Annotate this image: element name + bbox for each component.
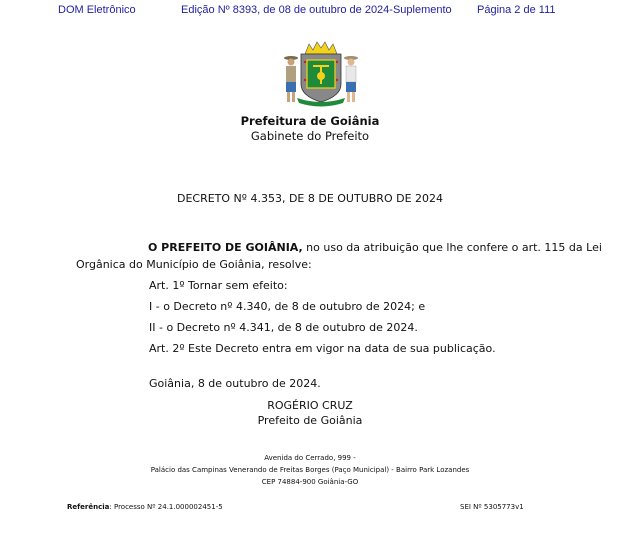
coat-of-arms-icon: [279, 40, 363, 108]
crown: [305, 42, 337, 54]
address-line-3: CEP 74884-900 Goiânia-GO: [261, 478, 359, 486]
header-page-number: Página 2 de 111: [477, 4, 556, 16]
item-ii: II - o Decreto nº 4.341, de 8 de outubro de 2024.: [149, 321, 418, 334]
header-edition: Edição Nº 8393, de 08 de outubro de 2024-Suplemento: [181, 4, 452, 16]
signer-name: ROGÉRIO CRUZ: [267, 399, 353, 412]
address-line-2: Palácio das Campinas Venerando de Freitas Borges (Paço Municipal) - Bairro Park Lozandes: [150, 466, 470, 474]
place-date: Goiânia, 8 de outubro de 2024.: [149, 377, 321, 390]
reference: [67, 503, 223, 511]
left-figure: [284, 56, 298, 102]
header-publication: DOM Eletrônico: [58, 4, 136, 16]
org-name: Prefeitura de Goiânia: [240, 114, 380, 128]
preamble-text: no uso da atribuição que lhe confere o art. 115 da Lei: [302, 241, 602, 254]
signer-title: Prefeito de Goiânia: [257, 414, 363, 427]
org-unit: Gabinete do Prefeito: [250, 129, 370, 143]
reference-value: : Processo Nº 24.1.000002451-5: [109, 503, 223, 511]
reference-label: Referência: [67, 503, 110, 511]
article-2: Art. 2º Este Decreto entra em vigor na data de sua publicação.: [149, 342, 496, 355]
decree-preamble-line2: Orgânica do Município de Goiânia, resolve:: [76, 258, 312, 271]
sei-number: SEI Nº 5305773v1: [460, 503, 524, 511]
article-1: Art. 1º Tornar sem efeito:: [149, 279, 288, 292]
right-figure: [344, 56, 358, 102]
item-i: I - o Decreto nº 4.340, de 8 de outubro de 2024; e: [149, 300, 426, 313]
decree-title: DECRETO Nº 4.353, DE 8 DE OUTUBRO DE 2024: [176, 192, 444, 205]
preamble-authority: O PREFEITO DE GOIÂNIA,: [148, 241, 303, 254]
decree-preamble: [148, 241, 602, 254]
address-line-1: Avenida do Cerrado, 999 -: [264, 454, 356, 462]
